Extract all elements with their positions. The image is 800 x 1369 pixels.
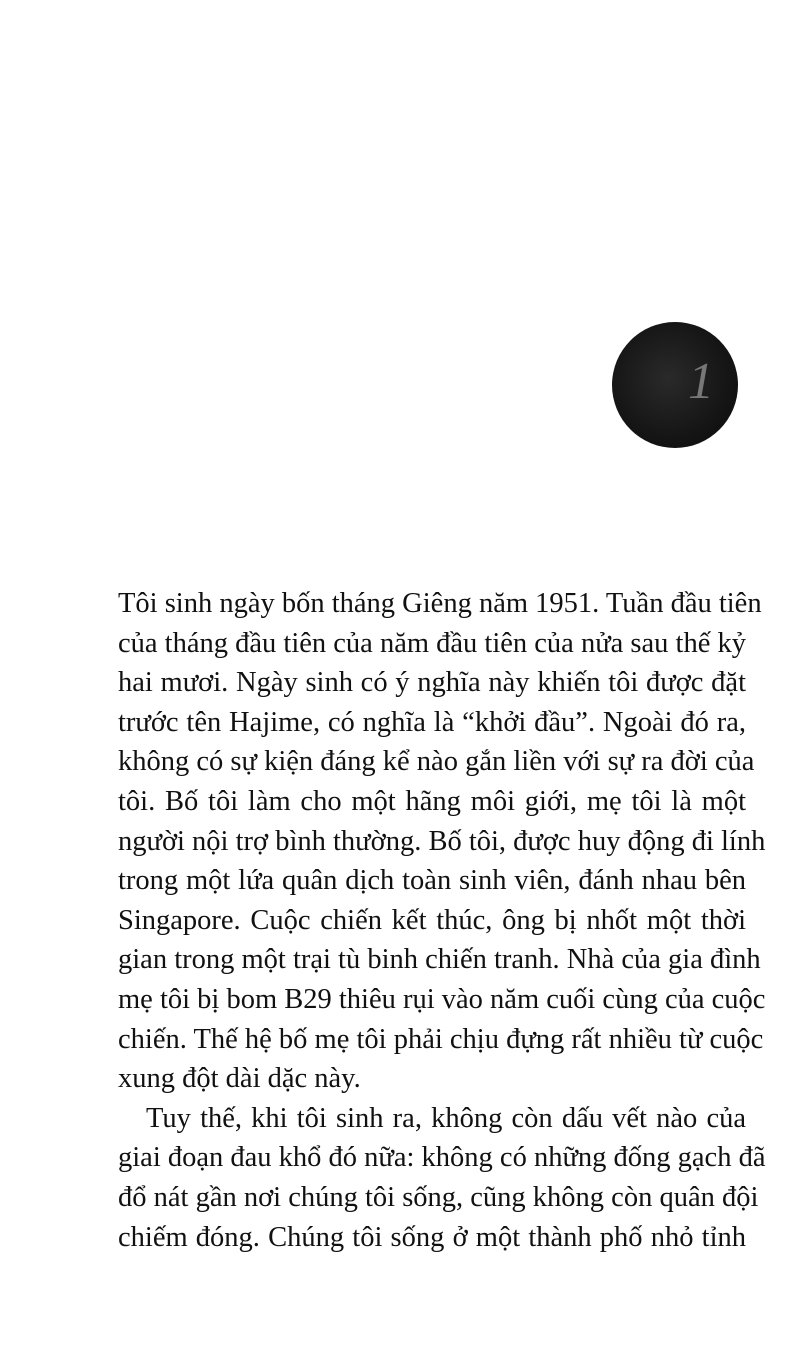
text-line: giai đoạn đau khổ đó nữa: không có những đống gạch đã — [118, 1142, 766, 1174]
text-line: Singapore. Cuộc chiến kết thúc, ông bị nhốt một thời — [118, 904, 746, 936]
text-line: chiếm đóng. Chúng tôi sống ở một thành phố nhỏ tỉnh — [118, 1221, 746, 1253]
text-line: người nội trợ bình thường. Bố tôi, được huy động đi lính — [118, 825, 766, 857]
chapter-number-badge — [612, 322, 738, 448]
text-line: Tôi sinh ngày bốn tháng Giêng năm 1951. Tuần đầu tiên — [118, 588, 762, 619]
text-line: trong một lứa quân dịch toàn sinh viên, đánh nhau bên — [118, 865, 746, 897]
text-line: trước tên Hajime, có nghĩa là “khởi đầu”. Ngoài đó ra, — [118, 706, 746, 738]
text-line: Tuy thế, khi tôi sinh ra, không còn dấu vết nào của — [146, 1102, 746, 1134]
text-line: xung đột dài dặc này. — [118, 1063, 361, 1095]
text-line: hai mươi. Ngày sinh có ý nghĩa này khiến tôi được đặt — [118, 667, 746, 699]
text-line: mẹ tôi bị bom B29 thiêu rụi vào năm cuối cùng của cuộc — [118, 983, 766, 1015]
chapter-number: 1 — [688, 353, 714, 410]
text-line: của tháng đầu tiên của năm đầu tiên của nửa sau thế kỷ — [118, 627, 746, 659]
text-line: tôi. Bố tôi làm cho một hãng môi giới, mẹ tôi là một — [118, 785, 746, 817]
text-line: chiến. Thế hệ bố mẹ tôi phải chịu đựng rất nhiều từ cuộc — [118, 1023, 764, 1055]
text-line: không có sự kiện đáng kể nào gắn liền với sự ra đời của — [118, 746, 755, 778]
text-line: đổ nát gần nơi chúng tôi sống, cũng không còn quân đội — [118, 1181, 759, 1213]
body-text — [118, 584, 766, 1257]
text-line: gian trong một trại tù binh chiến tranh. Nhà của gia đình — [118, 944, 761, 976]
